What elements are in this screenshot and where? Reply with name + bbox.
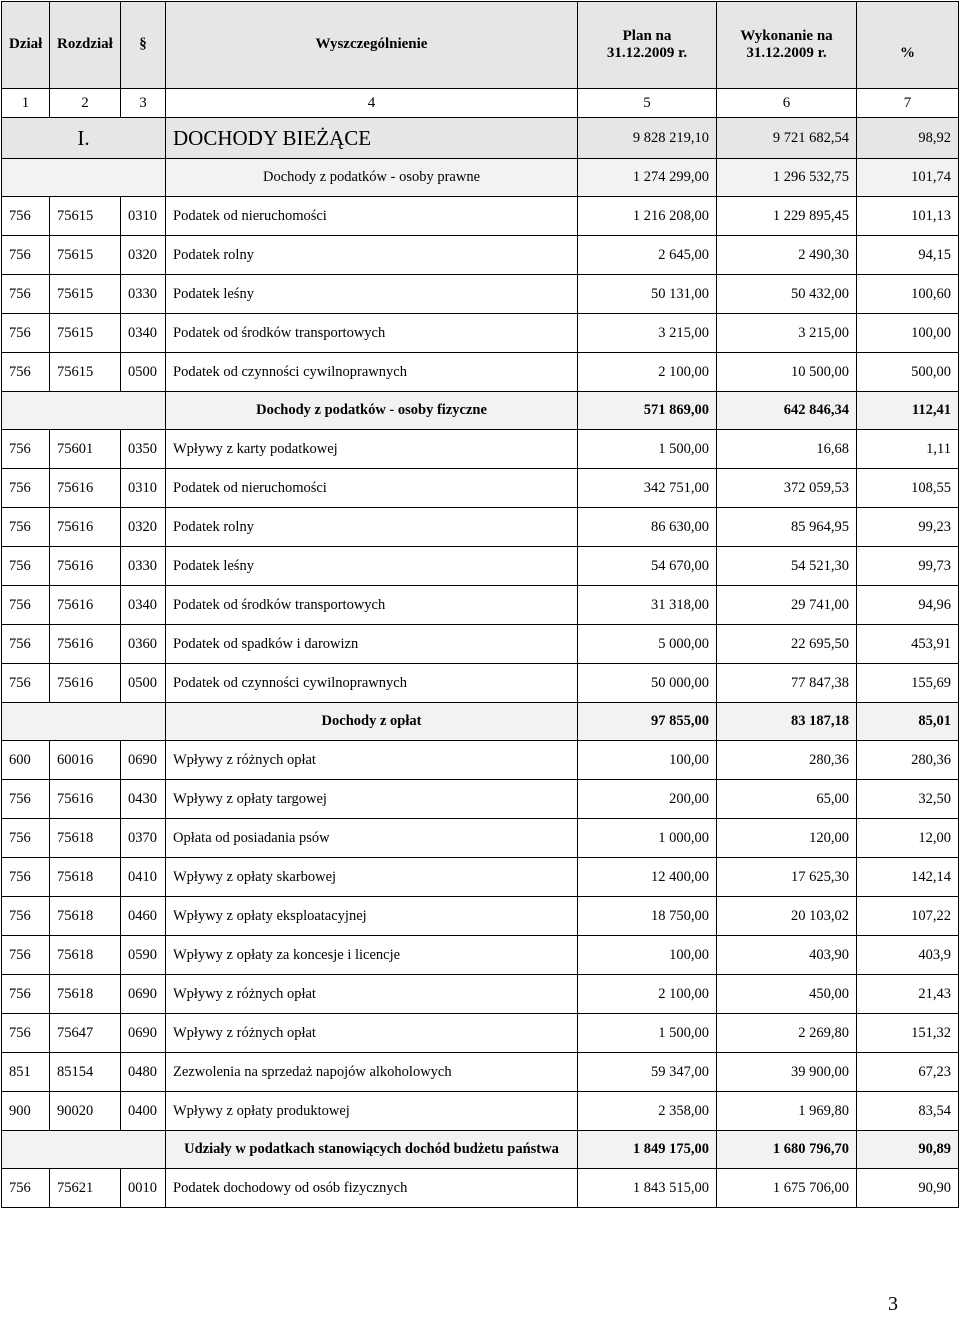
table-row <box>2 858 959 897</box>
wyk-header-line1: Wykonanie na <box>740 27 833 44</box>
wykonanie-cell: 1 229 895,45 <box>717 197 857 236</box>
wykonanie-cell: 17 625,30 <box>717 858 857 897</box>
table-row <box>2 1053 959 1092</box>
plan-cell: 18 750,00 <box>578 897 717 936</box>
rozdzial-cell: 75616 <box>50 508 121 547</box>
paragraph-cell: 0690 <box>121 1014 166 1053</box>
dzial-cell: 600 <box>2 741 50 780</box>
section-wyk: 9 721 682,54 <box>717 118 857 159</box>
pct-cell: 12,00 <box>857 819 959 858</box>
pct-cell: 100,60 <box>857 275 959 314</box>
col-rozdzial-header: Rozdział <box>50 2 121 89</box>
dzial-cell: 851 <box>2 1053 50 1092</box>
page-number: 3 <box>888 1293 898 1315</box>
group-pct: 85,01 <box>857 703 959 741</box>
table-row <box>2 780 959 819</box>
name-cell: Podatek od czynności cywilnoprawnych <box>166 664 578 703</box>
paragraph-cell: 0330 <box>121 547 166 586</box>
group-pct: 101,74 <box>857 159 959 197</box>
section-pct: 98,92 <box>857 118 959 159</box>
pct-cell: 67,23 <box>857 1053 959 1092</box>
rozdzial-cell: 75616 <box>50 625 121 664</box>
table-row <box>2 547 959 586</box>
plan-cell: 1 000,00 <box>578 819 717 858</box>
wykonanie-cell: 450,00 <box>717 975 857 1014</box>
group-plan: 97 855,00 <box>578 703 717 741</box>
dzial-cell: 756 <box>2 664 50 703</box>
pct-cell: 100,00 <box>857 314 959 353</box>
dzial-cell: 756 <box>2 508 50 547</box>
pct-cell: 155,69 <box>857 664 959 703</box>
wykonanie-cell: 85 964,95 <box>717 508 857 547</box>
table-row <box>2 897 959 936</box>
dzial-cell: 756 <box>2 1014 50 1053</box>
dzial-cell: 756 <box>2 625 50 664</box>
pct-cell: 99,23 <box>857 508 959 547</box>
table-row <box>2 625 959 664</box>
name-cell: Podatek rolny <box>166 508 578 547</box>
pct-cell: 403,9 <box>857 936 959 975</box>
wykonanie-cell: 16,68 <box>717 430 857 469</box>
dzial-cell: 756 <box>2 780 50 819</box>
col-pct-header <box>857 2 959 89</box>
rozdzial-cell: 75621 <box>50 1169 121 1208</box>
group-spacer <box>2 1131 166 1169</box>
plan-cell: 1 500,00 <box>578 430 717 469</box>
pct-cell: 90,90 <box>857 1169 959 1208</box>
paragraph-cell: 0350 <box>121 430 166 469</box>
plan-cell: 3 215,00 <box>578 314 717 353</box>
rozdzial-cell: 75616 <box>50 469 121 508</box>
group-wykonanie: 1 296 532,75 <box>717 159 857 197</box>
paragraph-cell: 0360 <box>121 625 166 664</box>
group-title: Dochody z podatków - osoby prawne <box>166 159 578 197</box>
group-subtotal-row <box>2 703 959 741</box>
table-row <box>2 741 959 780</box>
paragraph-cell: 0370 <box>121 819 166 858</box>
plan-header-line2: 31.12.2009 r. <box>606 45 688 61</box>
wykonanie-cell: 120,00 <box>717 819 857 858</box>
group-spacer <box>2 159 166 197</box>
group-subtotal-row <box>2 1131 959 1169</box>
paragraph-cell: 0690 <box>121 975 166 1014</box>
group-wykonanie: 1 680 796,70 <box>717 1131 857 1169</box>
pct-cell: 107,22 <box>857 897 959 936</box>
pct-cell: 21,43 <box>857 975 959 1014</box>
table-row <box>2 353 959 392</box>
plan-cell: 86 630,00 <box>578 508 717 547</box>
table-row <box>2 586 959 625</box>
paragraph-cell: 0320 <box>121 508 166 547</box>
plan-cell: 2 645,00 <box>578 236 717 275</box>
dzial-cell: 756 <box>2 197 50 236</box>
group-wykonanie: 83 187,18 <box>717 703 857 741</box>
group-pct: 90,89 <box>857 1131 959 1169</box>
pct-cell: 101,13 <box>857 197 959 236</box>
group-plan: 571 869,00 <box>578 392 717 430</box>
pct-cell: 1,11 <box>857 430 959 469</box>
paragraph-cell: 0340 <box>121 586 166 625</box>
plan-cell: 100,00 <box>578 936 717 975</box>
wyk-header-line2: 31.12.2009 r. <box>746 45 827 61</box>
name-cell: Podatek dochodowy od osób fizycznych <box>166 1169 578 1208</box>
name-cell: Podatek rolny <box>166 236 578 275</box>
plan-cell: 1 500,00 <box>578 1014 717 1053</box>
name-cell: Wpływy z opłaty za koncesje i licencje <box>166 936 578 975</box>
name-cell: Podatek od spadków i darowizn <box>166 625 578 664</box>
paragraph-cell: 0310 <box>121 197 166 236</box>
group-spacer <box>2 703 166 741</box>
group-plan: 1 274 299,00 <box>578 159 717 197</box>
paragraph-cell: 0320 <box>121 236 166 275</box>
table-row <box>2 469 959 508</box>
name-cell: Podatek leśny <box>166 275 578 314</box>
dzial-cell: 756 <box>2 897 50 936</box>
paragraph-cell: 0500 <box>121 664 166 703</box>
colnum: 3 <box>121 89 166 118</box>
plan-cell: 12 400,00 <box>578 858 717 897</box>
colnum: 7 <box>857 89 959 118</box>
wykonanie-cell: 3 215,00 <box>717 314 857 353</box>
rozdzial-cell: 75647 <box>50 1014 121 1053</box>
name-cell: Podatek leśny <box>166 547 578 586</box>
rozdzial-cell: 75615 <box>50 236 121 275</box>
rozdzial-cell: 75616 <box>50 586 121 625</box>
dzial-cell: 756 <box>2 1169 50 1208</box>
name-cell: Podatek od nieruchomości <box>166 197 578 236</box>
wykonanie-cell: 372 059,53 <box>717 469 857 508</box>
col-wyszczegolnienie-header: Wyszczególnienie <box>166 2 578 89</box>
dzial-cell: 756 <box>2 430 50 469</box>
dzial-cell: 756 <box>2 819 50 858</box>
plan-cell: 200,00 <box>578 780 717 819</box>
name-cell: Podatek od środków transportowych <box>166 586 578 625</box>
name-cell: Wpływy z opłaty skarbowej <box>166 858 578 897</box>
table-row <box>2 508 959 547</box>
paragraph-cell: 0430 <box>121 780 166 819</box>
name-cell: Wpływy z opłaty produktowej <box>166 1092 578 1131</box>
section-roman: I. <box>2 118 166 159</box>
table-row <box>2 936 959 975</box>
wykonanie-cell: 54 521,30 <box>717 547 857 586</box>
pct-cell: 94,15 <box>857 236 959 275</box>
plan-cell: 5 000,00 <box>578 625 717 664</box>
wykonanie-cell: 280,36 <box>717 741 857 780</box>
table-row <box>2 236 959 275</box>
table-row <box>2 975 959 1014</box>
pct-cell: 142,14 <box>857 858 959 897</box>
col-wykonanie-header <box>717 2 857 89</box>
group-subtotal-row <box>2 392 959 430</box>
table-row <box>2 664 959 703</box>
rozdzial-cell: 75618 <box>50 819 121 858</box>
rozdzial-cell: 75618 <box>50 975 121 1014</box>
wykonanie-cell: 22 695,50 <box>717 625 857 664</box>
header-row <box>2 2 959 89</box>
group-title: Dochody z podatków - osoby fizyczne <box>166 392 578 430</box>
dzial-cell: 756 <box>2 275 50 314</box>
rozdzial-cell: 75601 <box>50 430 121 469</box>
wykonanie-cell: 65,00 <box>717 780 857 819</box>
pct-cell: 151,32 <box>857 1014 959 1053</box>
plan-cell: 54 670,00 <box>578 547 717 586</box>
table-row <box>2 1092 959 1131</box>
wykonanie-cell: 10 500,00 <box>717 353 857 392</box>
name-cell: Zezwolenia na sprzedaż napojów alkoholowych <box>166 1053 578 1092</box>
rozdzial-cell: 75618 <box>50 897 121 936</box>
section-title: DOCHODY BIEŻĄCE <box>166 118 578 159</box>
pct-cell: 108,55 <box>857 469 959 508</box>
budget-table <box>1 1 959 1208</box>
rozdzial-cell: 75615 <box>50 275 121 314</box>
paragraph-cell: 0500 <box>121 353 166 392</box>
rozdzial-cell: 75616 <box>50 664 121 703</box>
paragraph-cell: 0480 <box>121 1053 166 1092</box>
paragraph-cell: 0590 <box>121 936 166 975</box>
dzial-cell: 756 <box>2 586 50 625</box>
paragraph-cell: 0310 <box>121 469 166 508</box>
plan-cell: 2 358,00 <box>578 1092 717 1131</box>
rozdzial-cell: 75615 <box>50 197 121 236</box>
dzial-cell: 756 <box>2 469 50 508</box>
wykonanie-cell: 403,90 <box>717 936 857 975</box>
dzial-cell: 756 <box>2 236 50 275</box>
table-row <box>2 819 959 858</box>
pct-cell: 500,00 <box>857 353 959 392</box>
rozdzial-cell: 60016 <box>50 741 121 780</box>
pct-header-label: % <box>900 45 915 61</box>
dzial-cell: 756 <box>2 547 50 586</box>
rozdzial-cell: 75618 <box>50 936 121 975</box>
paragraph-cell: 0340 <box>121 314 166 353</box>
table-row <box>2 275 959 314</box>
plan-cell: 2 100,00 <box>578 353 717 392</box>
section-row <box>2 118 959 159</box>
paragraph-cell: 0400 <box>121 1092 166 1131</box>
wykonanie-cell: 1 969,80 <box>717 1092 857 1131</box>
plan-cell: 1 843 515,00 <box>578 1169 717 1208</box>
plan-cell: 59 347,00 <box>578 1053 717 1092</box>
plan-cell: 50 000,00 <box>578 664 717 703</box>
paragraph-cell: 0410 <box>121 858 166 897</box>
name-cell: Wpływy z różnych opłat <box>166 1014 578 1053</box>
wykonanie-cell: 1 675 706,00 <box>717 1169 857 1208</box>
rozdzial-cell: 75615 <box>50 353 121 392</box>
plan-cell: 342 751,00 <box>578 469 717 508</box>
dzial-cell: 756 <box>2 936 50 975</box>
rozdzial-cell: 85154 <box>50 1053 121 1092</box>
name-cell: Podatek od nieruchomości <box>166 469 578 508</box>
paragraph-cell: 0690 <box>121 741 166 780</box>
plan-cell: 50 131,00 <box>578 275 717 314</box>
colnum: 1 <box>2 89 50 118</box>
col-paragraph-header: § <box>121 2 166 89</box>
group-title: Dochody z opłat <box>166 703 578 741</box>
plan-cell: 1 216 208,00 <box>578 197 717 236</box>
section-plan: 9 828 219,10 <box>578 118 717 159</box>
group-subtotal-row <box>2 159 959 197</box>
col-plan-header <box>578 2 717 89</box>
column-numbers-row <box>2 89 959 118</box>
pct-cell: 94,96 <box>857 586 959 625</box>
dzial-cell: 756 <box>2 353 50 392</box>
name-cell: Podatek od środków transportowych <box>166 314 578 353</box>
dzial-cell: 756 <box>2 314 50 353</box>
pct-cell: 83,54 <box>857 1092 959 1131</box>
group-title: Udziały w podatkach stanowiących dochód budżetu państwa <box>166 1131 578 1169</box>
group-spacer <box>2 392 166 430</box>
group-wykonanie: 642 846,34 <box>717 392 857 430</box>
dzial-cell: 900 <box>2 1092 50 1131</box>
name-cell: Wpływy z opłaty targowej <box>166 780 578 819</box>
pct-cell: 453,91 <box>857 625 959 664</box>
pct-cell: 280,36 <box>857 741 959 780</box>
colnum: 4 <box>166 89 578 118</box>
group-plan: 1 849 175,00 <box>578 1131 717 1169</box>
wykonanie-cell: 2 490,30 <box>717 236 857 275</box>
table-row <box>2 1014 959 1053</box>
dzial-cell: 756 <box>2 975 50 1014</box>
colnum: 6 <box>717 89 857 118</box>
wykonanie-cell: 29 741,00 <box>717 586 857 625</box>
rozdzial-cell: 75616 <box>50 780 121 819</box>
rozdzial-cell: 75618 <box>50 858 121 897</box>
table-row <box>2 197 959 236</box>
wykonanie-cell: 50 432,00 <box>717 275 857 314</box>
name-cell: Wpływy z opłaty eksploatacyjnej <box>166 897 578 936</box>
colnum: 2 <box>50 89 121 118</box>
paragraph-cell: 0460 <box>121 897 166 936</box>
group-pct: 112,41 <box>857 392 959 430</box>
rozdzial-cell: 90020 <box>50 1092 121 1131</box>
name-cell: Wpływy z karty podatkowej <box>166 430 578 469</box>
pct-cell: 99,73 <box>857 547 959 586</box>
wykonanie-cell: 2 269,80 <box>717 1014 857 1053</box>
plan-header-line1: Plan na <box>622 27 672 44</box>
name-cell: Wpływy z różnych opłat <box>166 975 578 1014</box>
name-cell: Opłata od posiadania psów <box>166 819 578 858</box>
wykonanie-cell: 20 103,02 <box>717 897 857 936</box>
table-row <box>2 1169 959 1208</box>
colnum: 5 <box>578 89 717 118</box>
table-row <box>2 430 959 469</box>
rozdzial-cell: 75615 <box>50 314 121 353</box>
col-dzial-header: Dział <box>2 2 50 89</box>
dzial-cell: 756 <box>2 858 50 897</box>
table-row <box>2 314 959 353</box>
pct-cell: 32,50 <box>857 780 959 819</box>
wykonanie-cell: 39 900,00 <box>717 1053 857 1092</box>
wykonanie-cell: 77 847,38 <box>717 664 857 703</box>
rozdzial-cell: 75616 <box>50 547 121 586</box>
name-cell: Wpływy z różnych opłat <box>166 741 578 780</box>
plan-cell: 2 100,00 <box>578 975 717 1014</box>
paragraph-cell: 0330 <box>121 275 166 314</box>
paragraph-cell: 0010 <box>121 1169 166 1208</box>
name-cell: Podatek od czynności cywilnoprawnych <box>166 353 578 392</box>
plan-cell: 31 318,00 <box>578 586 717 625</box>
plan-cell: 100,00 <box>578 741 717 780</box>
